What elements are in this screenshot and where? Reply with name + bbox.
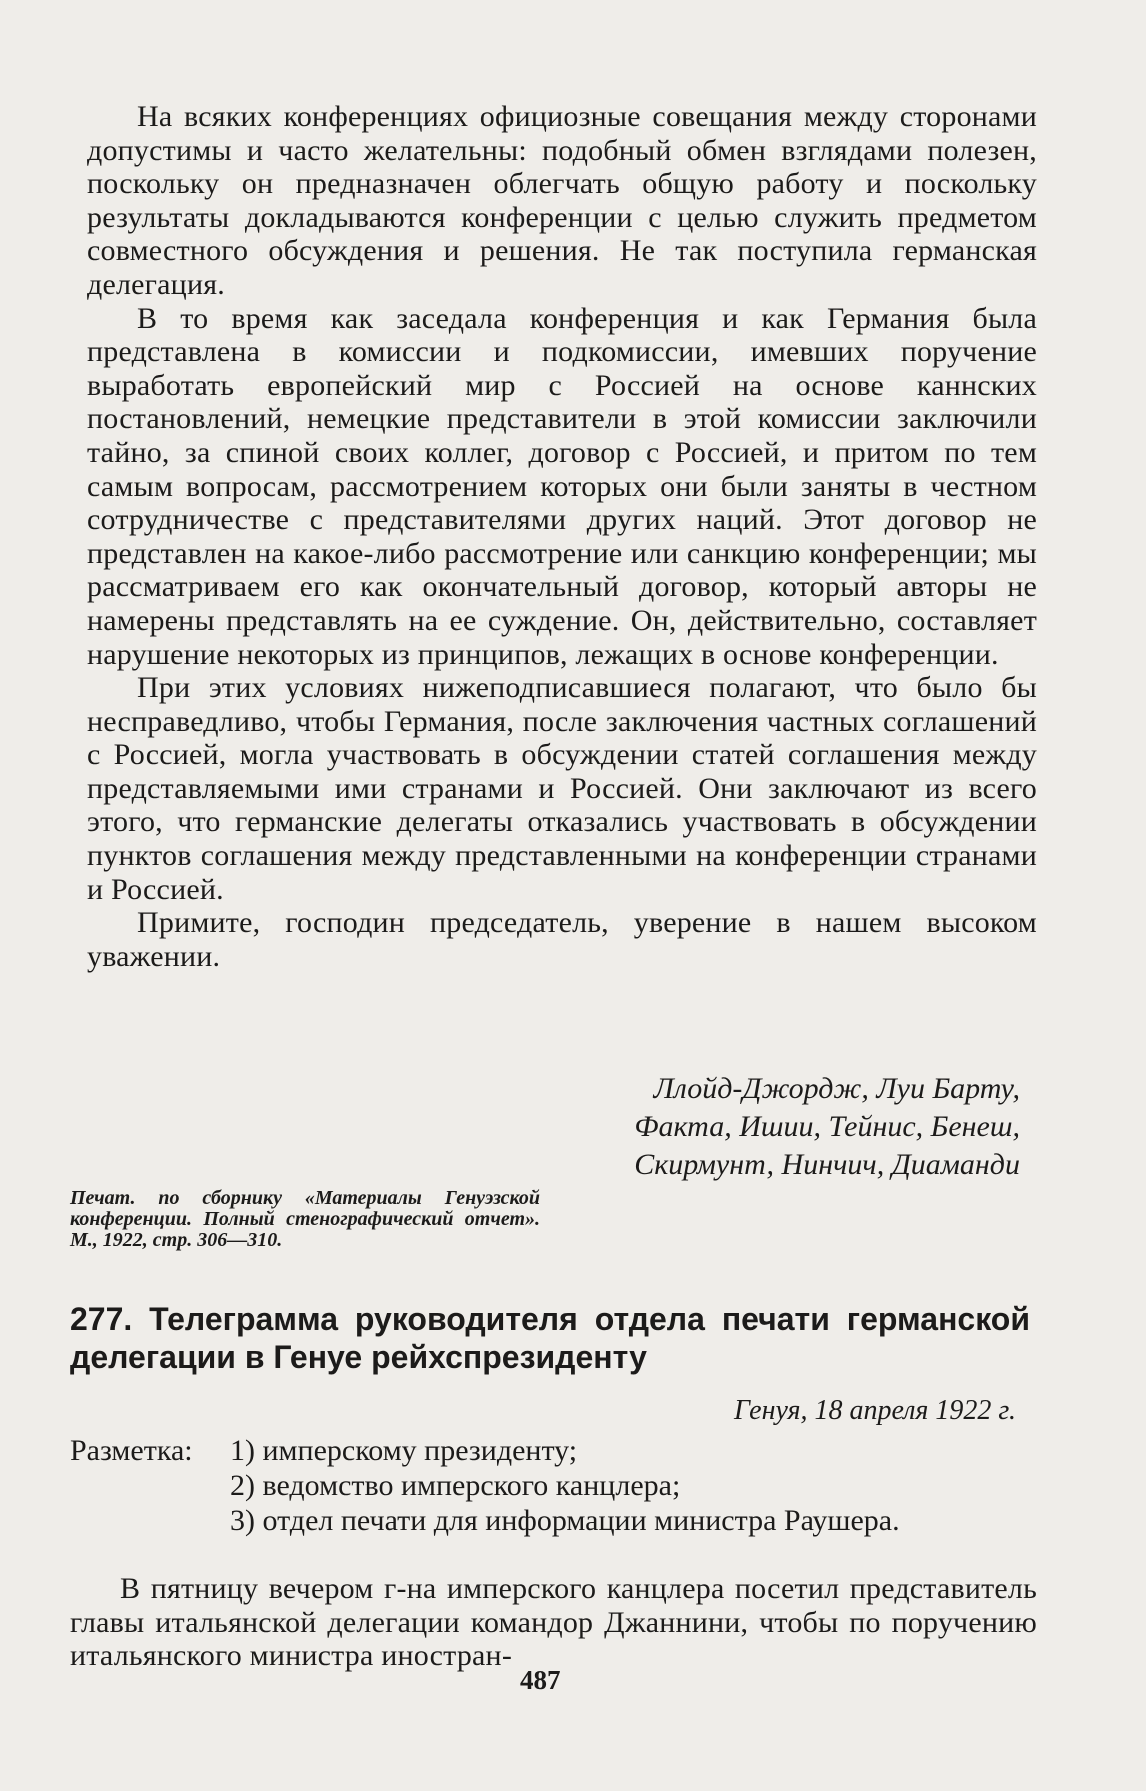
closing-text — [70, 1572, 1037, 1673]
source-note: Печат. по сборнику «Материалы Генуэзской конференции. Полный стенографический отчет». М., 1922, стр. 306—310. — [70, 1187, 540, 1251]
paragraph: При этих условиях нижеподписавшиеся полагают, что было бы несправедливо, чтобы Германия, после заключения частных соглашений с Россией, могла участвовать в обсуждении статей соглашения между представляемыми ими странами и Россией. Они заключают из всего этого, что германские делегаты отказались участвовать в обсуждении пунктов соглашения между представленными на конференции странами и Россией. — [87, 671, 1037, 906]
paragraph: В пятницу вечером г-на имперского канцлера посетил представитель главы итальянской делегации командор Джаннини, чтобы по поручению итальянского министра иностран- — [70, 1572, 1037, 1673]
paragraph: На всяких конференциях официозные совещания между сторонами допустимы и часто желательны: подобный обмен взглядами полезен, поскольку он предназначен облегчать общую работу и поскольку результаты докладываются конференции с целью служить предметом совместного обсуждения и решения. Не так поступила германская делегация. — [87, 100, 1037, 301]
paragraph: Примите, господин председатель, уверение в нашем высоком уважении. — [87, 906, 1037, 973]
signature-line: Факта, Ишии, Тейнис, Бенеш, — [634, 1110, 1020, 1143]
dateline: Генуя, 18 апреля 1922 г. — [734, 1395, 1016, 1426]
document-heading: 277. Телеграмма руководителя отдела печати германской делегации в Генуе рейхспрезиденту — [70, 1301, 1030, 1375]
markup-item: 2) ведомство имперского канцлера; — [230, 1469, 681, 1502]
paragraph: В то время как заседала конференция и как Германия была представлена в комиссии и подкомиссии, имевших поручение выработать европейский мир с Россией на основе каннских постановлений, немецкие представители в этой комиссии заключили тайно, за спиной своих коллег, договор с Россией, и притом по тем самым вопросам, рассмотрением которых они были заняты в честном сотрудничестве с представителями других наций. Этот договор не представлен на какое-либо рассмотрение или санкцию конференции; мы рассматриваем его как окончательный договор, который авторы не намерены представлять на ее суждение. Он, действительно, составляет нарушение некоторых из принципов, лежащих в основе конференции. — [87, 301, 1037, 671]
markup-item: 3) отдел печати для информации министра Раушера. — [230, 1504, 900, 1537]
signatures — [634, 1070, 1020, 1184]
signature-line: Скирмунт, Нинчич, Диаманди — [634, 1148, 1020, 1181]
distribution-list — [70, 1433, 1030, 1538]
markup-item: 1) имперскому президенту; — [230, 1434, 578, 1467]
main-text — [87, 100, 1037, 973]
page-number: 487 — [520, 1665, 561, 1695]
markup-label: Разметка: — [70, 1434, 193, 1467]
signature-line: Ллойд-Джордж, Луи Барту, — [653, 1072, 1020, 1105]
